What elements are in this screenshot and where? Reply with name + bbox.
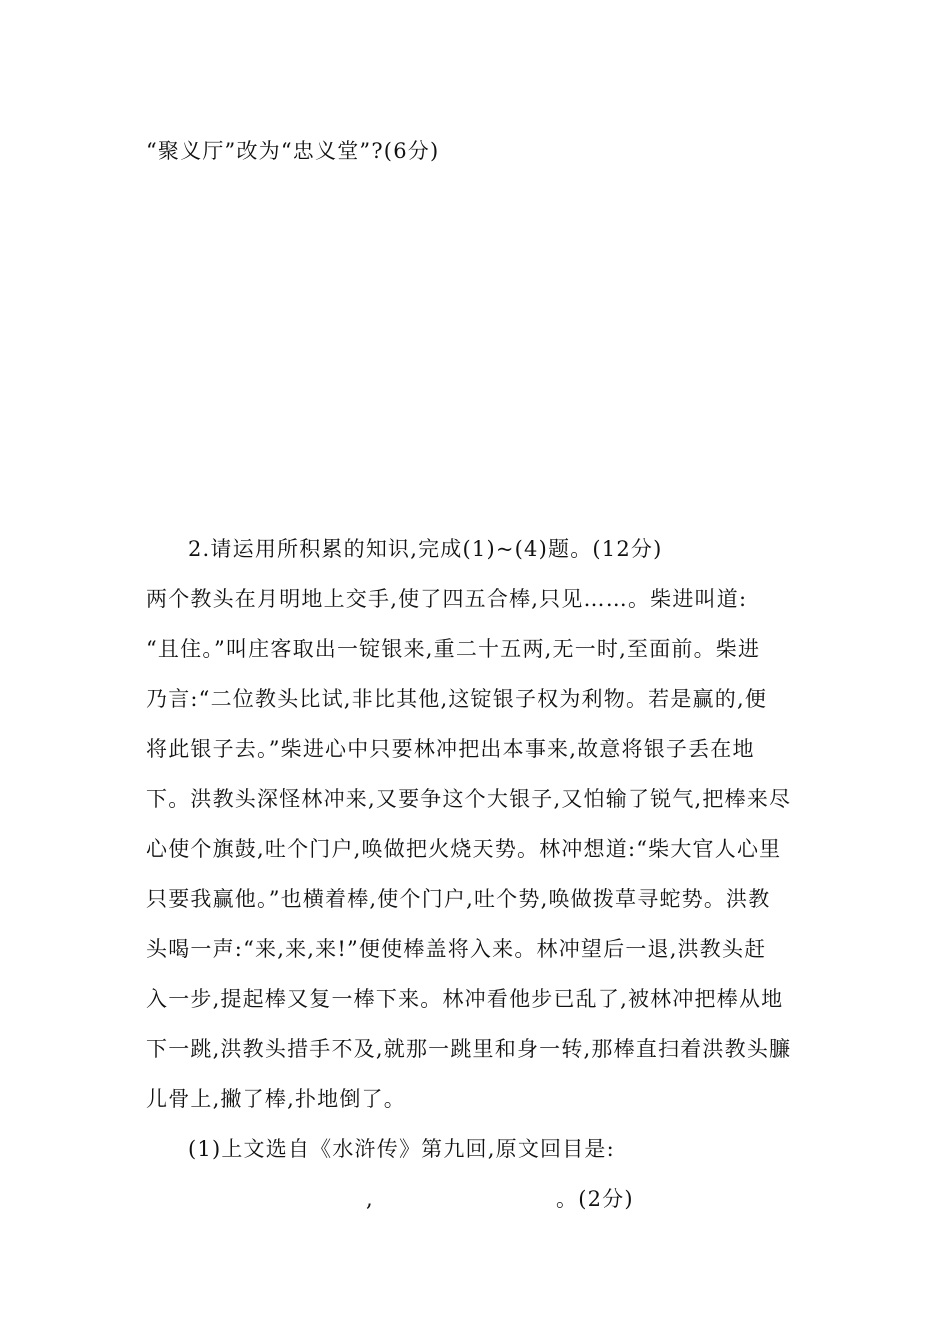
passage-line: 两个教头在月明地上交手,使了四五合棒,只见……。柴进叫道: [146, 587, 748, 611]
question-1-tail: “聚义厅”改为“忠义堂”?(6分) [146, 139, 440, 163]
answer-blank-separator: , [366, 1187, 374, 1211]
passage-line: 入一步,提起棒又复一棒下来。林冲看他步已乱了,被林冲把棒从地 [146, 987, 784, 1011]
passage-line: 下。洪教头深怪林冲来,又要争这个大银子,又怕输了锐气,把棒来尽 [146, 787, 792, 811]
passage-line: 头喝一声:“来,来,来!”便使棒盖将入来。林冲望后一退,洪教头赶 [146, 937, 767, 961]
passage-line: 只要我赢他。”也横着棒,使个门户,吐个势,唤做拨草寻蛇势。洪教 [146, 887, 771, 911]
passage-line: 下一跳,洪教头措手不及,就那一跳里和身一转,那棒直扫着洪教头臁 [146, 1037, 792, 1061]
answer-blank-score: 。(2分) [556, 1187, 634, 1211]
passage-line: 将此银子去。”柴进心中只要林冲把出本事来,故意将银子丢在地 [146, 737, 755, 761]
question-2-heading: 2.请运用所积累的知识,完成(1)~(4)题。(12分) [188, 537, 663, 561]
sub-question-1-prompt: (1)上文选自《水浒传》第九回,原文回目是: [188, 1137, 615, 1161]
passage-line: 心使个旗鼓,吐个门户,唤做把火烧天势。林冲想道:“柴大官人心里 [146, 837, 782, 861]
passage-line: 儿骨上,撇了棒,扑地倒了。 [146, 1087, 406, 1111]
passage-line: 乃言:“二位教头比试,非比其他,这锭银子权为利物。若是赢的,便 [146, 687, 768, 711]
passage-line: “且住。”叫庄客取出一锭银来,重二十五两,无一时,至面前。柴进 [146, 637, 761, 661]
